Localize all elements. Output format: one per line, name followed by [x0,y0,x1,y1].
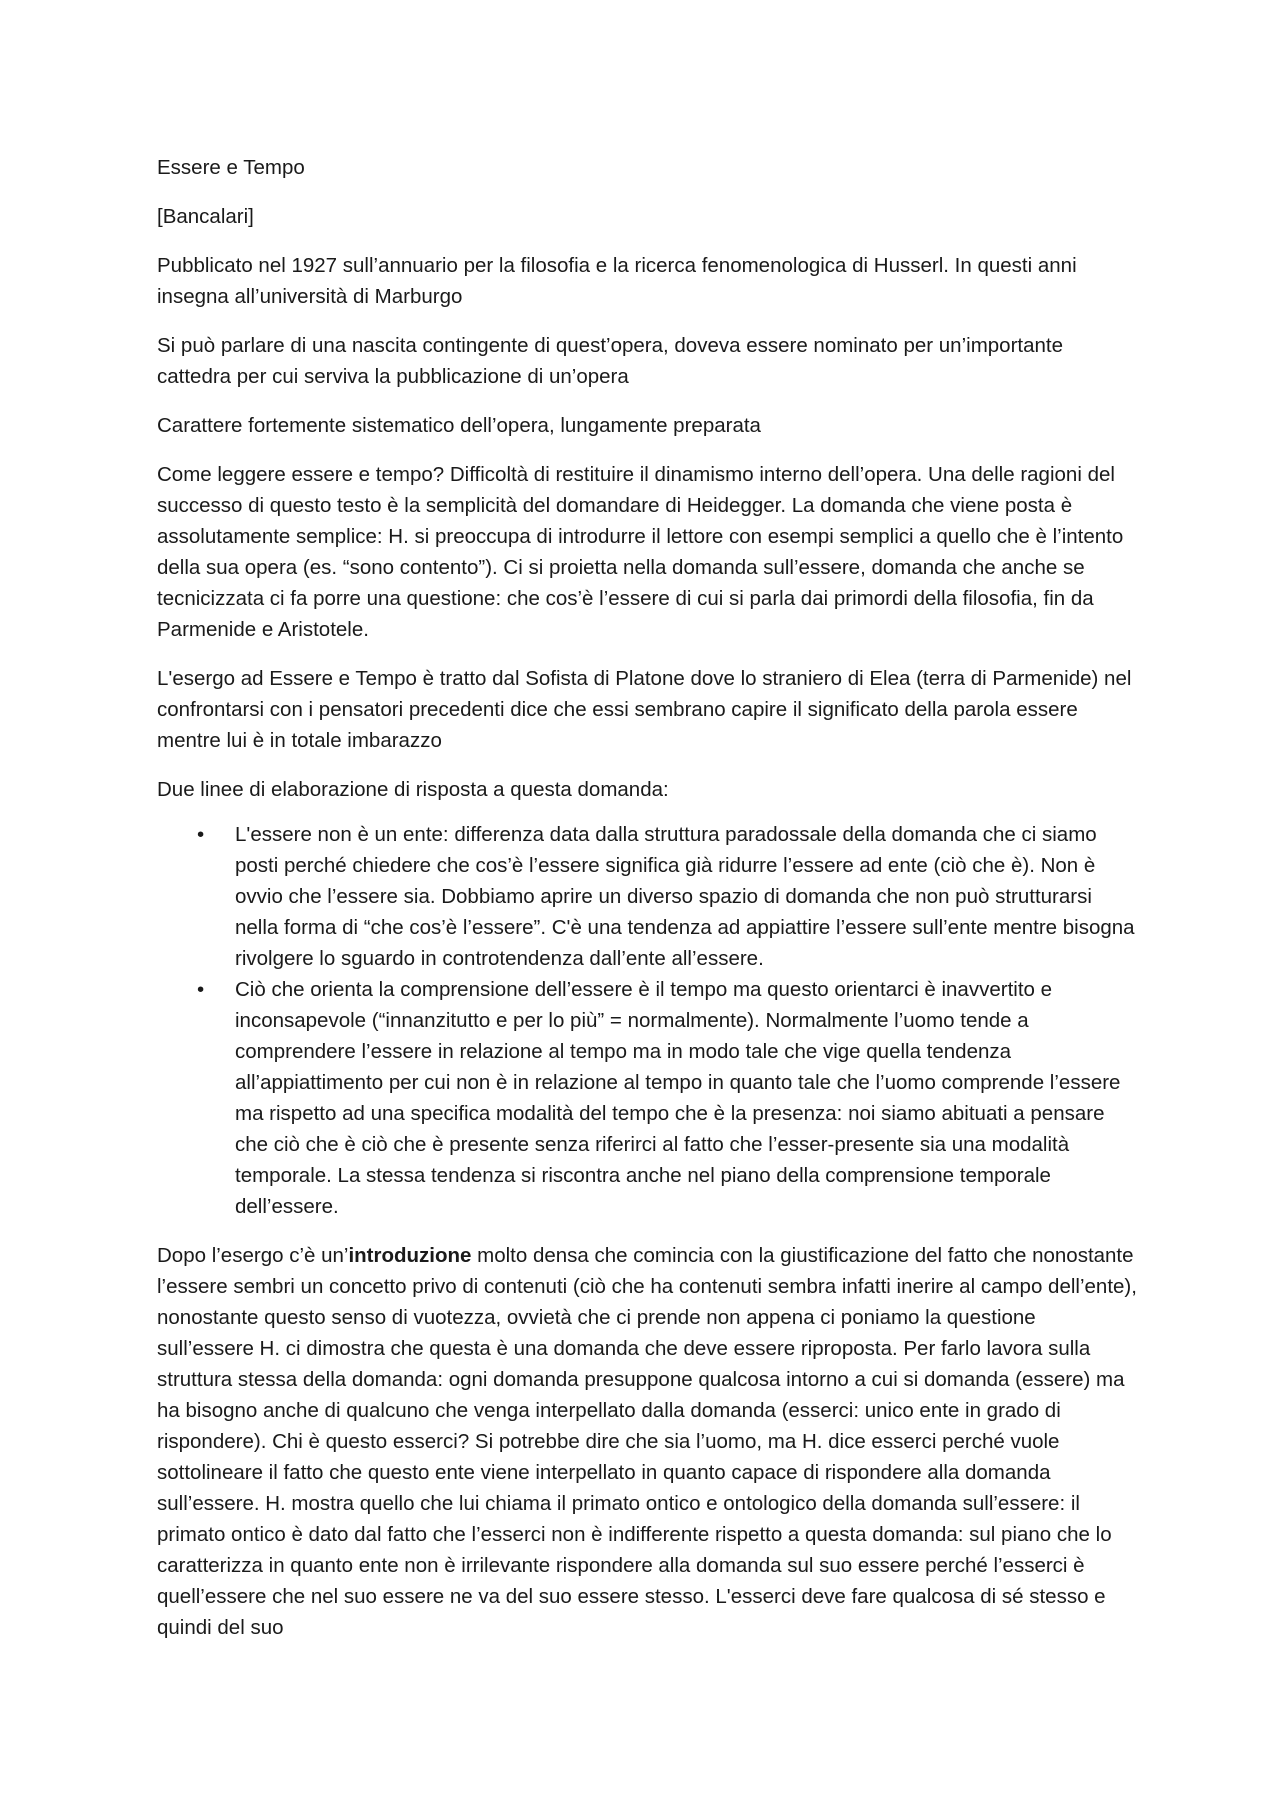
document-title: Essere e Tempo [157,156,305,179]
bullet-marker: • [197,823,205,846]
list-item [157,974,1137,1222]
bullet-list [157,819,1137,1222]
paragraph-character: Carattere fortemente sistematico dell’opera, lungamente preparata [157,414,761,437]
intro-text-before: Dopo l’esergo c’è un’ [157,1244,349,1267]
author-note: [Bancalari] [157,205,254,228]
intro-bold-term: introduzione [348,1244,472,1267]
document-page [157,152,1137,1661]
list-item [157,819,1137,974]
paragraph-two-lines: Due linee di elaborazione di risposta a questa domanda: [157,778,669,801]
paragraph-how-to-read: Come leggere essere e tempo? Difficoltà di restituire il dinamismo interno dell’opera. Una delle ragioni del successo di questo testo è la semplicità del domandare di Heidegger. La domanda che viene posta è assolutamente semplice: H. si preoccupa di introdurre il lettore con esempi semplici a quello che è l’intento della sua opera (es. “sono contento”). Ci si proietta nella domanda sull’essere, domanda che anche se tecnicizzata ci fa porre una questione: che cos’è l’essere di cui si parla dai primordi della filosofia, fin da Parmenide e Aristotele. [157,463,1124,641]
bullet-text: L'essere non è un ente: differenza data dalla struttura paradossale della domanda che ci siamo posti perché chiedere che cos’è l’essere significa già ridurre l’essere ad ente (ciò che è). Non è ovvio che l’essere sia. Dobbiamo aprire un diverso spazio di domanda che non può strutturarsi nella forma di “che cos’è l’essere”. C'è una tendenza ad appiattire l’essere sull’ente mentre bisogna rivolgere lo sguardo in controtendenza dall’ente all’essere. [235,823,1135,970]
paragraph-esergo: L'esergo ad Essere e Tempo è tratto dal Sofista di Platone dove lo straniero di Elea (terra di Parmenide) nel confrontarsi con i pensatori precedenti dice che essi sembrano capire il significato della parola essere mentre lui è in totale imbarazzo [157,667,1132,752]
bullet-text: Ciò che orienta la comprensione dell’essere è il tempo ma questo orientarci è inavvertito e inconsapevole (“innanzitutto e per lo più” = normalmente). Normalmente l’uomo tende a comprendere l’essere in relazione al tempo ma in modo tale che vige quella tendenza all’appiattimento per cui non è in relazione al tempo in quanto tale che l’uomo comprende l’essere ma rispetto ad una specifica modalità del tempo che è la presenza: noi siamo abituati a pensare che ciò che è ciò che è presente senza riferirci al fatto che l’esser-presente sia una modalità temporale. La stessa tendenza si riscontra anche nel piano della comprensione temporale dell’essere. [235,978,1121,1218]
paragraph-publication: Pubblicato nel 1927 sull’annuario per la filosofia e la ricerca fenomenologica di Husserl. In questi anni insegna all’università di Marburgo [157,254,1077,308]
bullet-marker: • [197,978,205,1001]
intro-text-after: molto densa che comincia con la giustificazione del fatto che nonostante l’essere sembri un concetto privo di contenuti (ciò che ha contenuti sembra infatti inerire al campo dell’ente), nonostante questo senso di vuotezza, ovvietà che ci prende non appena ci poniamo la questione sull’essere H. ci dimostra che questa è una domanda che deve essere riproposta. Per farlo lavora sulla struttura stessa della domanda: ogni domanda presuppone qualcosa intorno a cui si domanda (essere) ma ha bisogno anche di qualcuno che venga interpellato dalla domanda (esserci: unico ente in grado di rispondere). Chi è questo esserci? Si potrebbe dire che sia l’uomo, ma H. dice esserci perché vuole sottolineare il fatto che questo ente viene interpellato in quanto capace di rispondere alla domanda sull’essere. H. mostra quello che lui chiama il primato ontico e ontologico della domanda sull’essere: il primato ontico è dato dal fatto che l’esserci non è indifferente rispetto a questa domanda: sul piano che lo caratterizza in quanto ente non è irrilevante rispondere alla domanda sul suo essere perché l’esserci è quell’essere che nel suo essere ne va del suo essere stesso. L'esserci deve fare qualcosa di sé stesso e quindi del suo [157,1244,1137,1639]
paragraph-introduction [157,1240,1137,1643]
paragraph-origin: Si può parlare di una nascita contingente di quest’opera, doveva essere nominato per un’importante cattedra per cui serviva la pubblicazione di un’opera [157,334,1063,388]
